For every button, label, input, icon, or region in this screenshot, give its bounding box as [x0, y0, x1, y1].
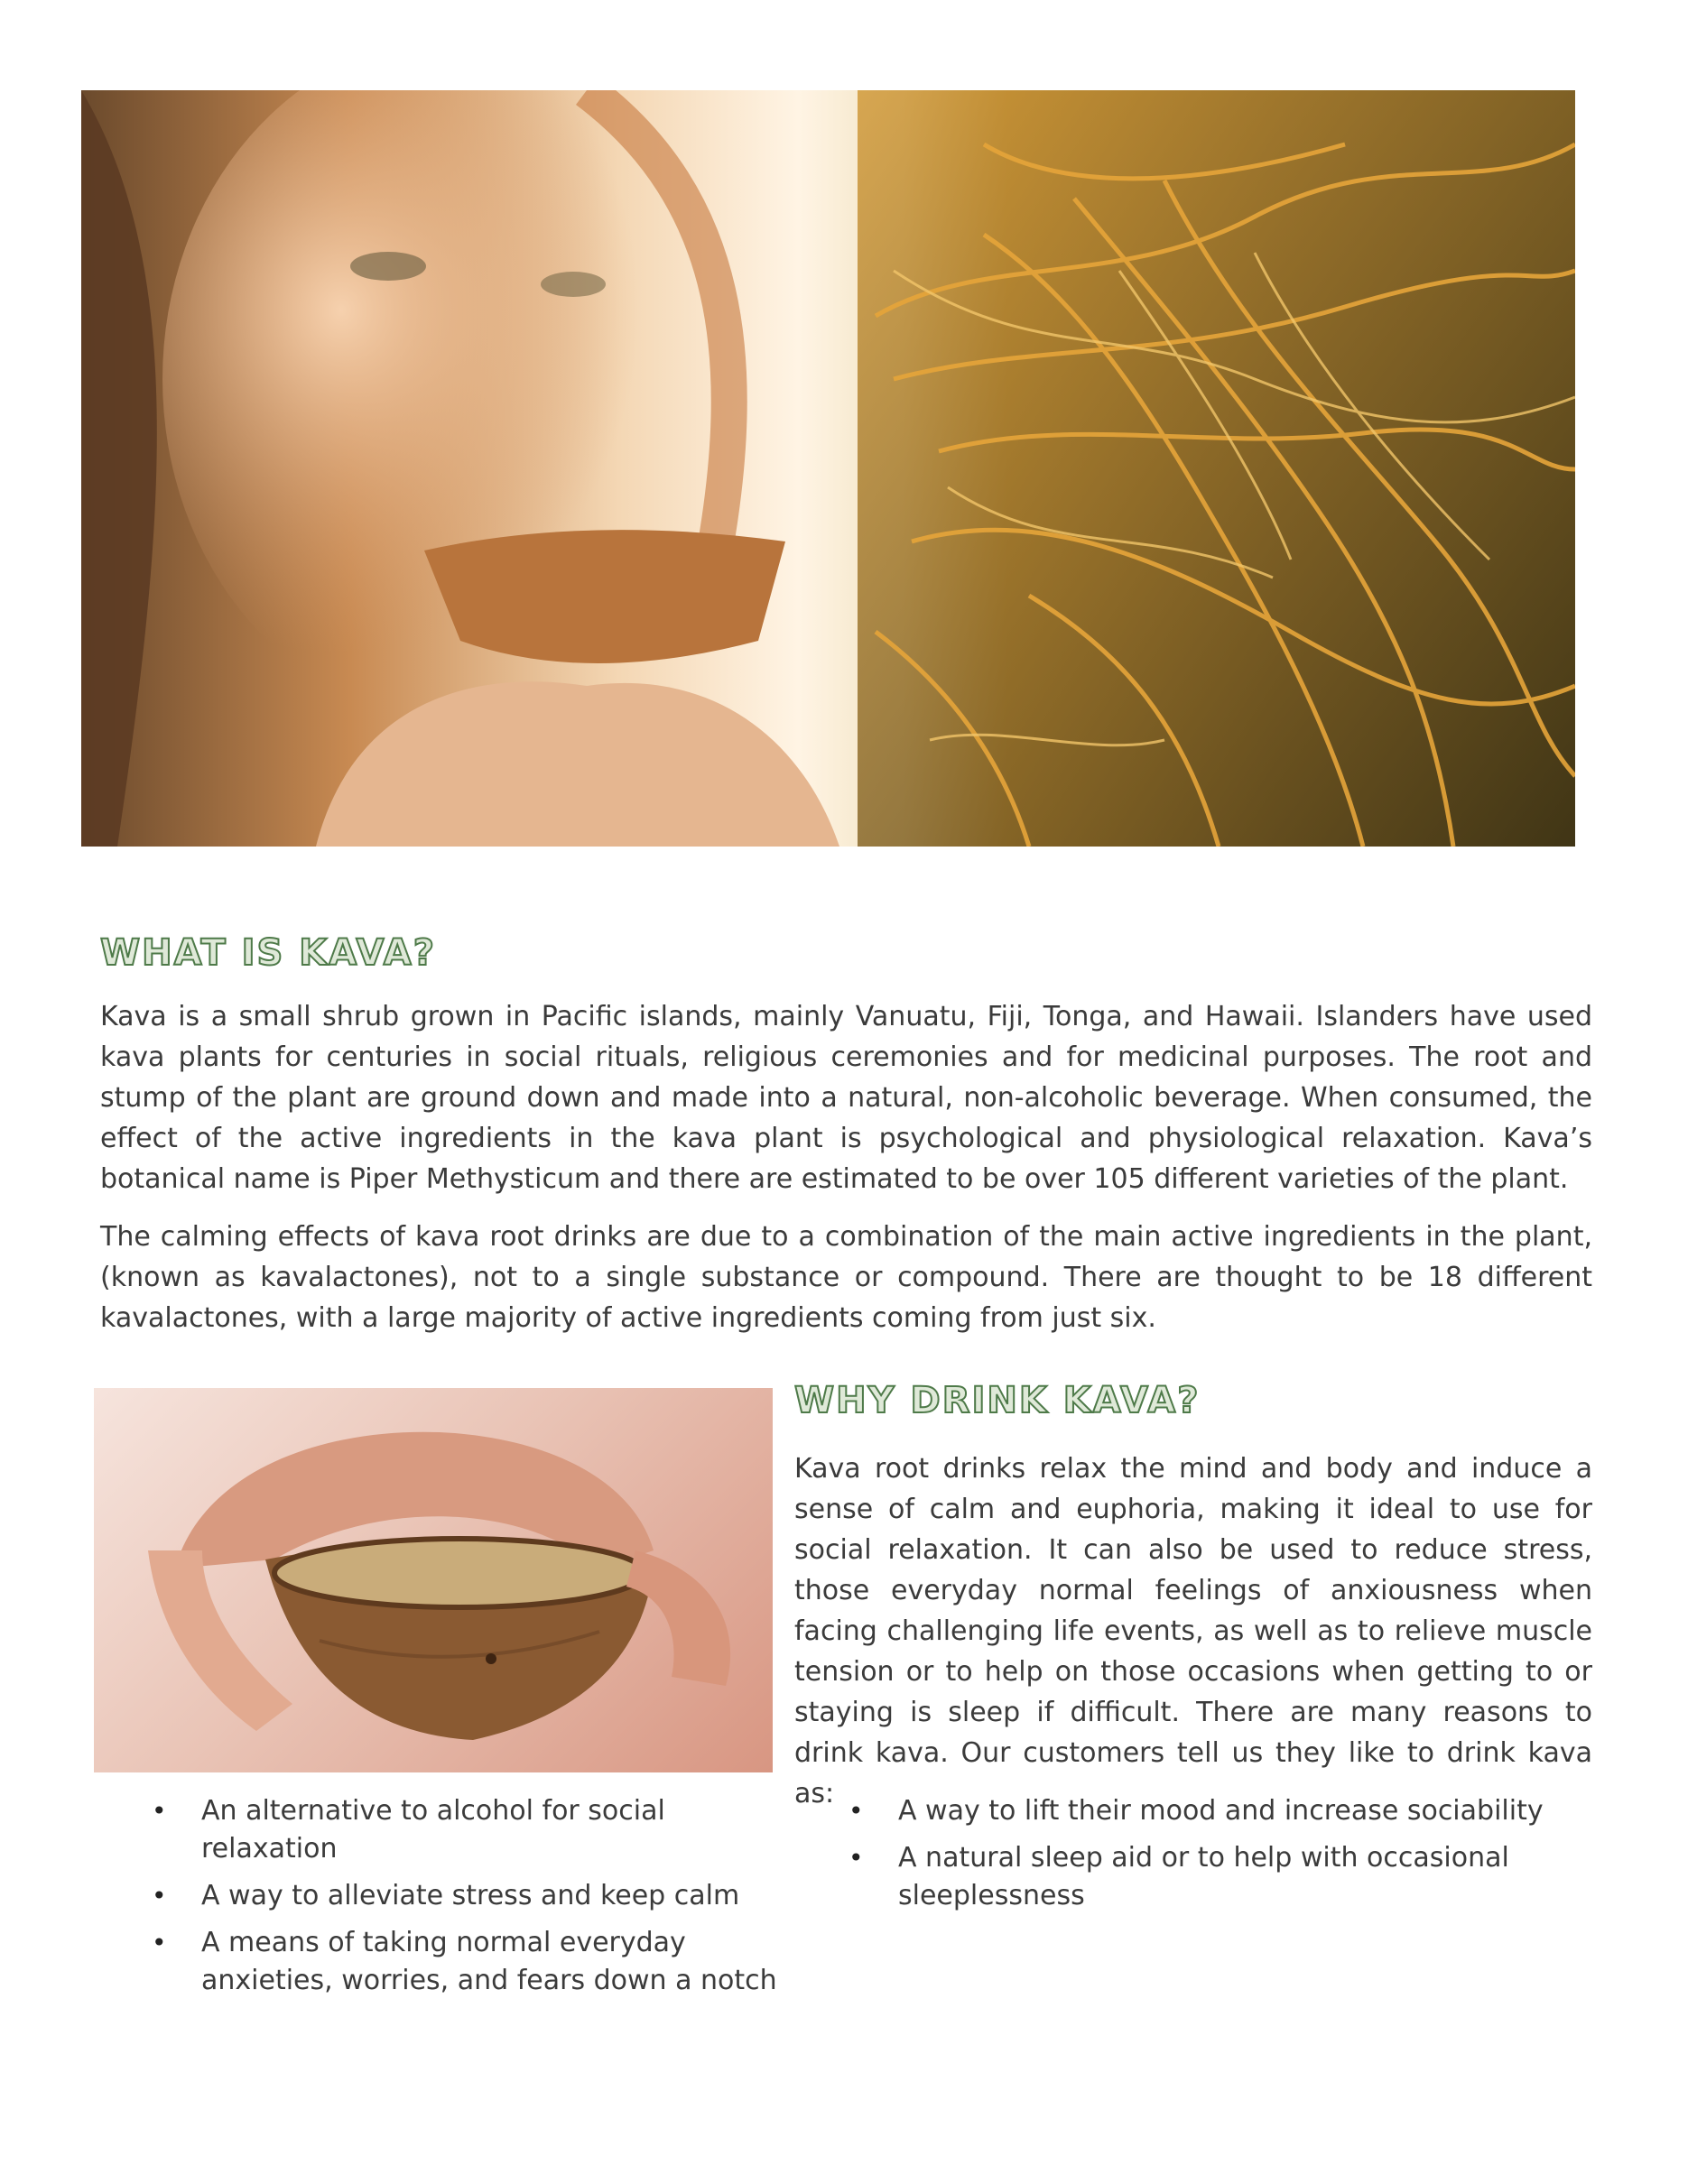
bullet-icon: • [849, 1843, 864, 1873]
roots-backdrop [858, 90, 1575, 847]
list-item-text: A way to alleviate stress and keep calm [201, 1880, 740, 1911]
bullet-icon: • [152, 1881, 167, 1911]
hero-image-illustration [81, 90, 1575, 847]
eye-shape [350, 252, 426, 281]
paragraph-what-is-kava-2: The calming effects of kava root drinks are due to a combination of the main active ingredients in the plant, (known as kavalactones), not to a single substance or compound. There are thought to be 18 different kavalactones, with a large majority of active ingredients coming from just six. [100, 1221, 1592, 1334]
section-heading-what-is-kava: WHAT IS KAVA? [100, 932, 436, 974]
list-item-text: A natural sleep aid or to help with occasional sleeplessness [898, 1842, 1509, 1911]
coconut-bowl-illustration [94, 1388, 773, 1772]
hero-image [81, 90, 1575, 847]
list-item [849, 1839, 1571, 1915]
list-item-text: An alternative to alcohol for social relaxation [201, 1795, 665, 1865]
list-item [152, 1877, 802, 1915]
shell-eye-mark [486, 1653, 496, 1664]
paragraph-what-is-kava-1: Kava is a small shrub grown in Pacific islands, mainly Vanuatu, Fiji, Tonga, and Hawaii. Islanders have used kava plants for centuries in social rituals, religious ceremonies and for medicinal purposes. The root and stump of the plant are ground down and made into a natural, non-alcoholic beverage. When consumed, the effect of the active ingredients in the kava plant is psychological and physiological relaxation. Kava’s botanical name is Piper Methysticum and there are estimated to be over 105 different varieties of the plant. [100, 1001, 1592, 1195]
coconut-bowl-image [94, 1388, 773, 1772]
list-item [152, 1924, 802, 2000]
list-item-text: A way to lift their mood and increase sociability [898, 1795, 1544, 1827]
list-item-text: A means of taking normal everyday anxieties, worries, and fears down a notch [201, 1927, 777, 1996]
fingers-right-shape [626, 1550, 730, 1686]
reasons-list-right [849, 1792, 1571, 1924]
bullet-icon: • [849, 1796, 864, 1826]
bowl-shape [424, 530, 785, 663]
reasons-list-left [152, 1792, 802, 2009]
list-item [152, 1792, 802, 1868]
bullet-icon: • [152, 1928, 167, 1957]
list-item [849, 1792, 1571, 1830]
hair-shape [81, 90, 157, 847]
paragraph-why-drink-kava: Kava root drinks relax the mind and body and induce a sense of calm and euphoria, making it ideal to use for social relaxation. It can also be used to reduce stress, those everyday normal feelings of anxiousness when facing challenging life events, as well as to relieve muscle tension or to help on those occasions when getting to or staying is sleep if difficult. There are many reasons to drink kava. Our customers tell us they like to drink kava as: [794, 1453, 1592, 1809]
eye-shape [541, 272, 606, 297]
section-heading-why-drink-kava: WHY DRINK KAVA? [794, 1380, 1201, 1421]
bullet-icon: • [152, 1796, 167, 1826]
